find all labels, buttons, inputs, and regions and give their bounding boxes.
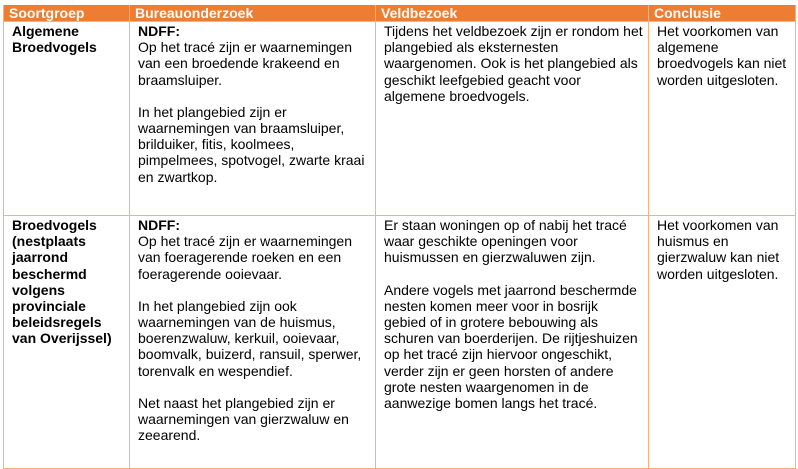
table-row	[4, 216, 796, 469]
cell-veldbezoek	[376, 216, 649, 469]
header-bureauonderzoek: Bureauonderzoek	[130, 5, 376, 22]
bureau-paragraph: In het plangebied zijn er waarnemingen van braamsluiper, brilduiker, fitis, koolmees, pimpelmees, spotvogel, zwarte kraai en zwartkop.	[138, 103, 365, 185]
table-header-row	[4, 5, 796, 22]
header-conclusie: Conclusie	[649, 5, 796, 22]
cell-bureauonderzoek	[130, 216, 376, 469]
veld-paragraph: Er staan woningen op of nabij het tracé waar geschikte openingen voor huismussen en gierzwaluwen zijn.	[384, 217, 627, 266]
cell-bureauonderzoek	[130, 22, 376, 216]
cell-soortgroep: Broedvogels (nestplaats jaarrond beschermd volgens provinciale beleidsregels van Overijssel)	[4, 216, 130, 469]
cell-conclusie: Het voorkomen van algemene broedvogels kan niet worden uitgesloten.	[649, 22, 796, 216]
cell-conclusie: Het voorkomen van huismus en gierzwaluw kan niet worden uitgesloten.	[649, 216, 796, 469]
bureau-paragraph: Op het tracé zijn er waarnemingen van een broedende krakeend en braamsluiper.	[138, 39, 352, 88]
veld-paragraph: Tijdens het veldbezoek zijn er rondom het plangebied als eksternesten waargenomen. Ook is het plangebied als geschikt leefgebied geacht voor algemene broedvogels.	[384, 23, 643, 104]
bureau-paragraph: Op het tracé zijn er waarnemingen van foeragerende roeken en een foeragerende ooievaar.	[138, 233, 352, 282]
cell-soortgroep: Algemene Broedvogels	[4, 22, 130, 216]
header-soortgroep: Soortgroep	[4, 5, 130, 22]
table-row	[4, 22, 796, 216]
header-veldbezoek: Veldbezoek	[376, 5, 649, 22]
bureau-paragraph: In het plangebied zijn ook waarnemingen van de huismus, boerenzwaluw, kerkuil, ooievaar, boomvalk, buizerd, ransuil, sperwer, torenvalk en wespendief.	[138, 297, 362, 379]
bureau-paragraph: Net naast het plangebied zijn er waarnemingen van gierzwaluw en zeearend.	[138, 394, 349, 444]
species-table	[3, 5, 796, 469]
cell-veldbezoek	[376, 22, 649, 216]
veld-paragraph: Andere vogels met jaarrond beschermde nesten komen meer voor in bosrijk gebied of in grotere bebouwing als schuren van boerderijen. De rijtjeshuizen op het tracé zijn hiervoor ongeschikt, verder zijn er geen horsten of andere grote nesten waargenomen in de aanwezige bomen langs het tracé.	[384, 281, 638, 412]
ndff-label: NDFF:	[138, 23, 180, 39]
ndff-label: NDFF:	[138, 217, 180, 233]
